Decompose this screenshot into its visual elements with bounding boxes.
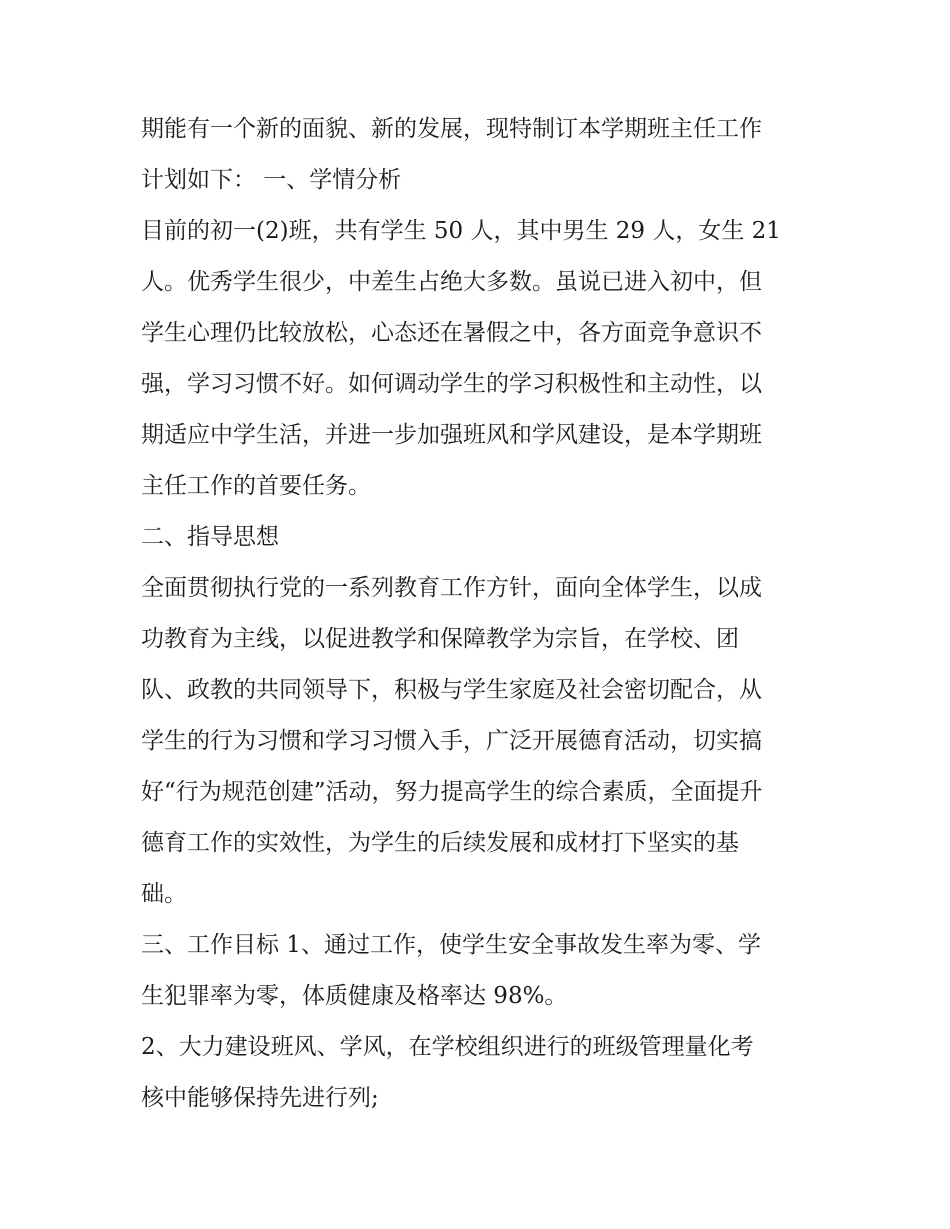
text-line: 德育工作的实效性，为学生的后续发展和成材打下坚实的基 bbox=[141, 830, 739, 856]
text-line: 计划如下： 一、学情分析 bbox=[141, 167, 402, 193]
text-line: 期能有一个新的面貌、新的发展，现特制订本学期班主任工作 bbox=[141, 116, 762, 142]
text-line: 学生心理仍比较放松，心态还在暑假之中，各方面竞争意识不 bbox=[141, 320, 762, 346]
section-heading: 二、指导思想 bbox=[141, 524, 279, 550]
text-line: 目前的初一(2)班，共有学生 50 人，其中男生 29 人，女生 21 bbox=[141, 218, 781, 244]
text-line: 三、工作目标 1、通过工作，使学生安全事故发生率为零、学 bbox=[141, 932, 761, 958]
text-line: 全面贯彻执行党的一系列教育工作方针，面向全体学生，以成 bbox=[141, 575, 762, 601]
document-body bbox=[141, 104, 821, 1124]
text-line: 功教育为主线，以促进教学和保障教学为宗旨，在学校、团 bbox=[141, 626, 739, 652]
text-line: 队、政教的共同领导下，积极与学生家庭及社会密切配合，从 bbox=[141, 677, 762, 703]
text-line: 强，学习习惯不好。如何调动学生的学习积极性和主动性，以 bbox=[141, 371, 762, 397]
text-line: 人。优秀学生很少，中差生占绝大多数。虽说已进入初中，但 bbox=[141, 269, 762, 295]
text-line: 学生的行为习惯和学习习惯入手，广泛开展德育活动，切实搞 bbox=[141, 728, 762, 754]
text-line: 础。 bbox=[141, 881, 187, 907]
text-line: 2、大力建设班风、学风，在学校组织进行的班级管理量化考 bbox=[141, 1034, 754, 1060]
text-line: 期适应中学生活，并进一步加强班风和学风建设，是本学期班 bbox=[141, 422, 762, 448]
text-line: 核中能够保持先进行列; bbox=[141, 1085, 379, 1111]
text-line: 生犯罪率为零，体质健康及格率达 98%。 bbox=[141, 983, 568, 1009]
text-line: 好“行为规范创建”活动，努力提高学生的综合素质，全面提升 bbox=[141, 779, 763, 805]
text-line: 主任工作的首要任务。 bbox=[141, 473, 371, 499]
